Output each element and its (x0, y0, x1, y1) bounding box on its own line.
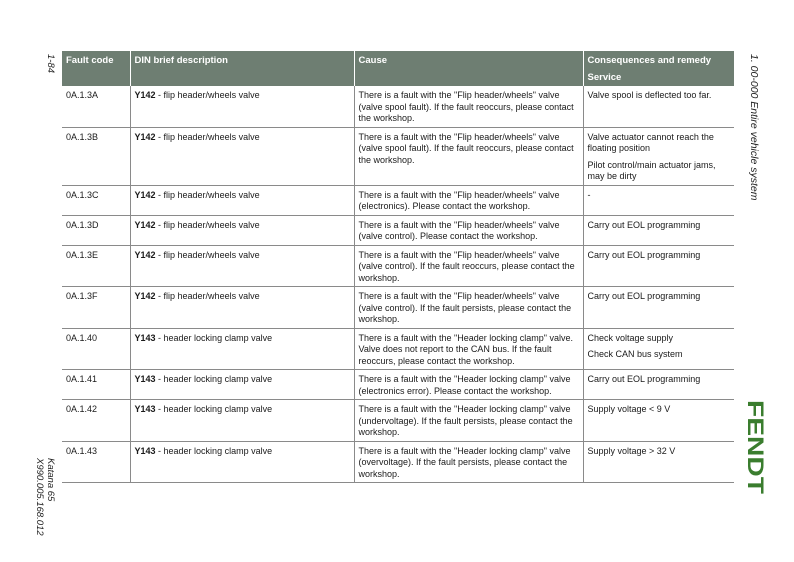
header-fault-code: Fault code (62, 51, 130, 86)
din-description-cell (130, 86, 354, 127)
remedy-line: Check CAN bus system (587, 349, 683, 359)
component-description: - header locking clamp valve (155, 404, 273, 414)
component-description: - flip header/wheels valve (155, 90, 260, 100)
din-description-cell (130, 215, 354, 245)
header-consequences-remedy (583, 51, 734, 86)
din-description-cell (130, 127, 354, 185)
remedy-cell (583, 185, 734, 215)
remedy-cell (583, 328, 734, 370)
cause-cell: There is a fault with the "Flip header/wheels" valve (valve control). If the fault reoccurs, please contact the workshop. (354, 245, 583, 287)
table-row (62, 185, 734, 215)
table-row (62, 245, 734, 287)
fault-code-cell: 0A.1.3E (62, 245, 130, 287)
header-cause: Cause (354, 51, 583, 86)
component-description: - flip header/wheels valve (155, 291, 260, 301)
table-row (62, 370, 734, 400)
component-description: - flip header/wheels valve (155, 219, 260, 230)
svg-text:FENDT: FENDT (743, 400, 768, 474)
remedy-line: Valve actuator cannot reach the floating position (587, 131, 714, 153)
component-id: Y142 (134, 219, 156, 230)
remedy-cell (583, 287, 734, 329)
fendt-logo (745, 398, 767, 496)
remedy-line: Carry out EOL programming (587, 219, 701, 230)
fault-code-cell: 0A.1.41 (62, 370, 130, 400)
table-header-row (62, 51, 734, 86)
document-reference: Katana 65 (45, 458, 56, 502)
component-id: Y142 (134, 189, 156, 200)
remedy-line: Check voltage supply (587, 332, 674, 343)
remedy-cell (583, 127, 734, 185)
cause-cell: There is a fault with the "Header locking clamp" valve (electronics error). Please contact the workshop. (354, 370, 583, 400)
section-title: 1. 00-000 Entire vehicle system (748, 54, 760, 201)
remedy-line: Carry out EOL programming (587, 249, 701, 260)
remedy-cell (583, 215, 734, 245)
component-id: Y142 (134, 90, 156, 100)
component-description: - header locking clamp valve (155, 332, 273, 343)
fault-code-cell: 0A.1.3F (62, 287, 130, 329)
remedy-cell (583, 245, 734, 287)
component-description: - flip header/wheels valve (155, 131, 260, 142)
cause-cell: There is a fault with the "Flip header/wheels" valve (valve control). Please contact the workshop. (354, 215, 583, 245)
cause-cell: There is a fault with the "Flip header/wheels" valve (valve control). If the fault persists, please contact the workshop. (354, 287, 583, 329)
din-description-cell (130, 328, 354, 370)
cause-cell: There is a fault with the "Flip header/wheels" valve (valve spool fault). If the fault reoccurs, please contact the workshop. (354, 86, 583, 127)
left-margin (30, 50, 56, 536)
table-row (62, 215, 734, 245)
fault-code-cell: 0A.1.40 (62, 328, 130, 370)
fault-code-cell: 0A.1.3C (62, 185, 130, 215)
remedy-line: Valve spool is deflected too far. (587, 90, 712, 100)
din-description-cell (130, 370, 354, 400)
remedy-line: Carry out EOL programming (587, 291, 701, 301)
cause-cell: There is a fault with the "Header locking clamp" valve. Valve does not report to the CAN bus. If the fault reoccurs, please contact the workshop. (354, 328, 583, 370)
header-din-description: DIN brief description (130, 51, 354, 86)
component-id: Y143 (134, 374, 156, 384)
fault-code-cell: 0A.1.3A (62, 86, 130, 127)
din-description-cell (130, 287, 354, 329)
header-remedy-line1: Consequences and remedy (587, 55, 712, 66)
fault-code-cell: 0A.1.3D (62, 215, 130, 245)
remedy-line: Supply voltage < 9 V (587, 404, 671, 414)
fendt-logo-mark (745, 398, 767, 496)
component-id: Y143 (134, 445, 156, 456)
cause-cell: There is a fault with the "Header locking clamp" valve (overvoltage). If the fault persists, please contact the workshop. (354, 441, 583, 483)
remedy-line: - (587, 189, 591, 200)
cause-cell: There is a fault with the "Flip header/wheels" valve (valve spool fault). If the fault reoccurs, please contact the workshop. (354, 127, 583, 185)
table-row (62, 328, 734, 370)
remedy-cell (583, 441, 734, 483)
component-id: Y142 (134, 131, 156, 142)
fault-code-cell: 0A.1.43 (62, 441, 130, 483)
component-id: Y143 (134, 332, 156, 343)
remedy-line: Carry out EOL programming (587, 374, 701, 384)
table-row (62, 400, 734, 442)
component-description: - flip header/wheels valve (155, 249, 260, 260)
table-row (62, 86, 734, 127)
document-code: X990.005.168.012 (34, 458, 45, 536)
remedy-cell (583, 400, 734, 442)
cause-cell: There is a fault with the "Flip header/wheels" valve (electronics). Please contact the workshop. (354, 185, 583, 215)
component-description: - header locking clamp valve (155, 374, 273, 384)
component-id: Y142 (134, 249, 156, 260)
din-description-cell (130, 400, 354, 442)
remedy-line: Supply voltage > 32 V (587, 445, 676, 456)
component-id: Y143 (134, 404, 156, 414)
header-remedy-line2: Service (587, 71, 622, 83)
remedy-cell (583, 370, 734, 400)
cause-cell: There is a fault with the "Header locking clamp" valve (undervoltage). If the fault persists, please contact the workshop. (354, 400, 583, 442)
din-description-cell (130, 245, 354, 287)
remedy-cell (583, 86, 734, 127)
fault-code-cell: 0A.1.3B (62, 127, 130, 185)
din-description-cell (130, 185, 354, 215)
din-description-cell (130, 441, 354, 483)
fault-code-table (62, 51, 734, 483)
remedy-line: Pilot control/main actuator jams, may be dirty (587, 159, 716, 181)
component-id: Y142 (134, 291, 156, 301)
fault-code-cell: 0A.1.42 (62, 400, 130, 442)
component-description: - header locking clamp valve (155, 445, 273, 456)
component-description: - flip header/wheels valve (155, 189, 260, 200)
table-row (62, 127, 734, 185)
page-number: 1-84 (45, 54, 56, 74)
table-row (62, 287, 734, 329)
table-row (62, 441, 734, 483)
